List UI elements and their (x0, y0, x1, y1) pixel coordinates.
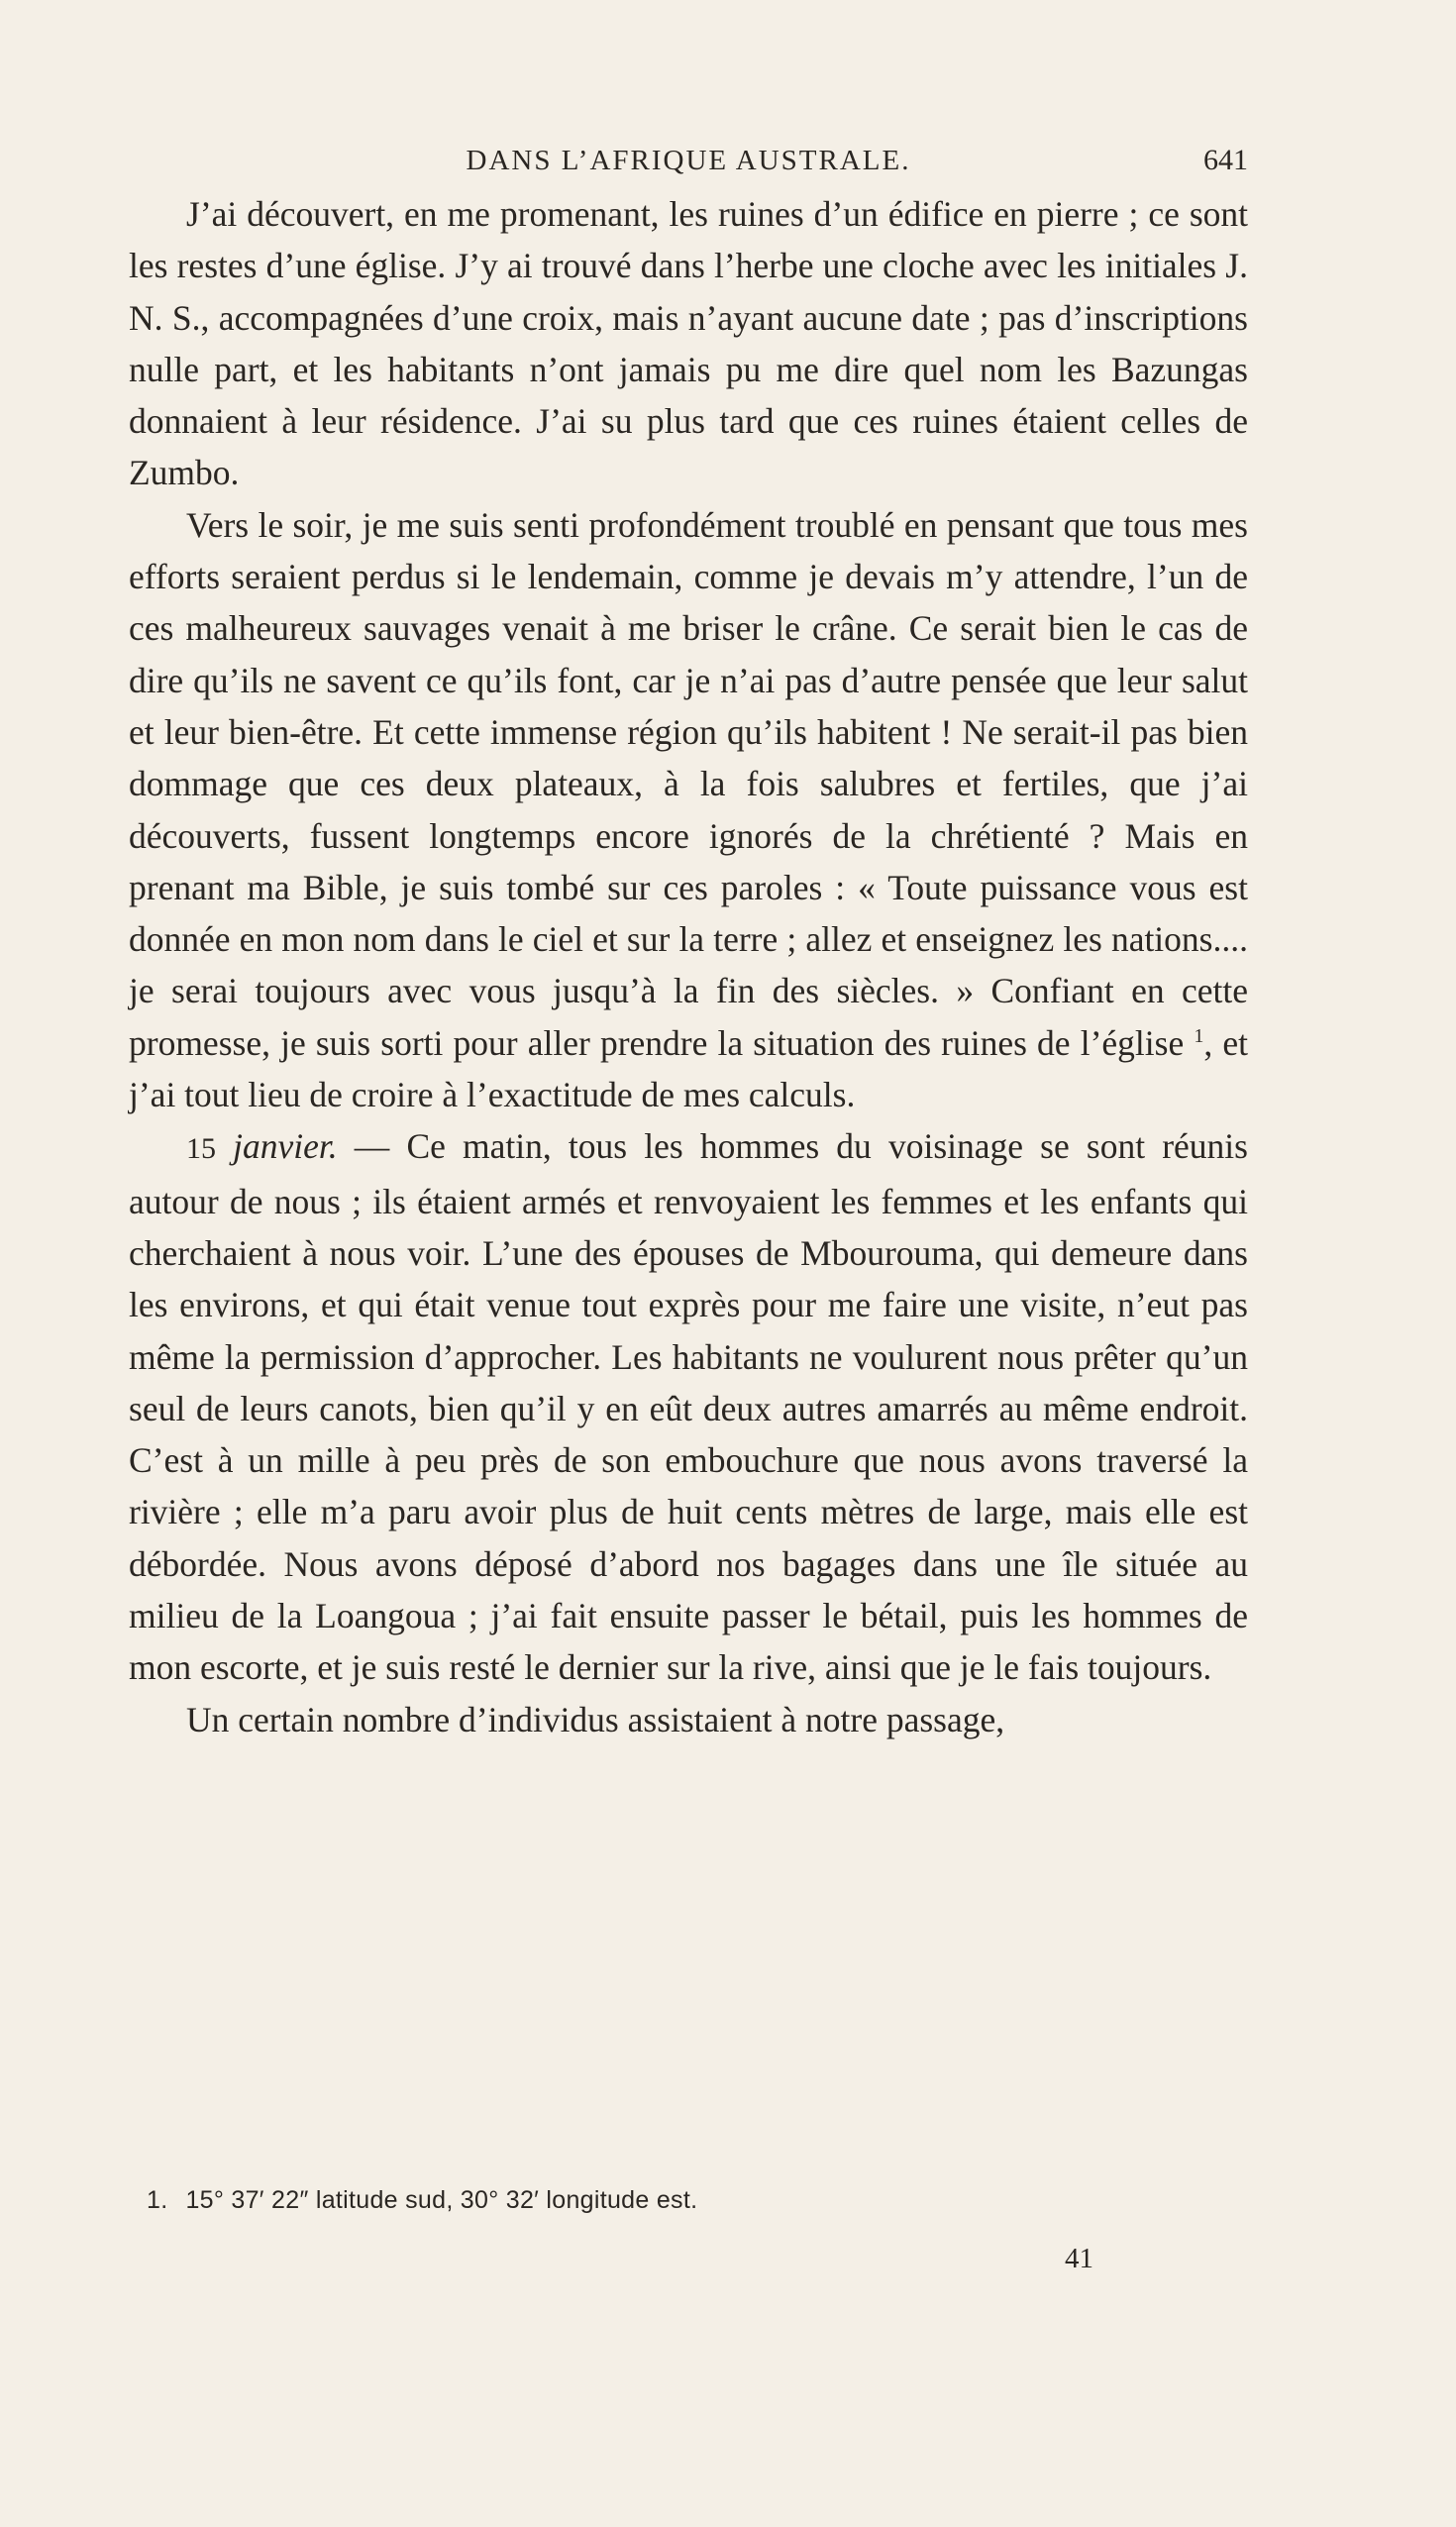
date-month: janvier. (233, 1126, 338, 1167)
paragraph-ruins: J’ai découvert, en me promenant, les ruines d’un édifice en pierre ; ce sont les restes d’une église. J’y ai trouvé dans l’herbe une cloche avec les initiales J. N. S., accompagnées d’une croix, mais n’ayant aucune date ; pas d’inscriptions nulle part, et les habitants n’ont jamais pu me dire quel nom les Bazungas donnaient à leur résidence. J’ai su plus tard que ces ruines étaient celles de Zumbo. (129, 194, 1248, 493)
paragraph-evening-end: , et j’ai tout lieu de croire à l’exactitude de mes calculs. (129, 1022, 1249, 1115)
paragraph-evening (129, 499, 1248, 1121)
running-title: DANS L’AFRIQUE AUSTRALE. (466, 145, 911, 176)
paragraph-january-text: — Ce matin, tous les hommes du voisinage se sont réunis autour de nous ; ils étaient armés et renvoyaient les femmes et les enfants qui cherchaient à nous voir. L’une des épouses de Mbourouma, qui demeure dans les environs, et qui était venue tout exprès pour me faire une visite, n’eut pas même la permission d’approcher. Les habitants ne voulurent nous prêter qu’un seul de leurs canots, bien qu’il y en eût deux autres amarrés au même endroit. C’est à un mille à peu près de son embouchure que nous avons traversé la rivière ; elle m’a paru avoir plus de huit cents mètres de large, mais elle est débordée. Nous avons déposé d’abord nos bagages dans une île située au milieu de la Loangoua ; j’ai fait ensuite passer le bétail, puis les hommes de mon escorte, et je suis resté le dernier sur la rive, ainsi que je le fais toujours. (129, 1126, 1248, 1688)
body-text (129, 188, 1248, 1745)
footnote-reference: 1 (1194, 1024, 1204, 1047)
running-head (129, 141, 1248, 180)
paragraph-crossing: Un certain nombre d’individus assistaient à notre passage, (186, 1699, 1005, 1739)
page-number: 641 (1203, 144, 1248, 176)
paragraph-evening-text: Vers le soir, je me suis senti profondément troublé en pensant que tous mes efforts seraient perdus si le lendemain, comme je devais m’y attendre, l’un de ces malheureux sauvages venait à me briser le crâne. Ce serait bien le cas de dire qu’ils ne savent ce qu’ils font, car je n’ai pas d’autre pensée que leur salut et leur bien-être. Et cette immense région qu’ils habitent ! Ne serait-il pas bien dommage que ces deux plateaux, à la fois salubres et fertiles, que j’ai découverts, fussent longtemps encore ignorés de la chrétienté ? Mais en prenant ma Bible, je suis tombé sur ces paroles : « Toute puissance vous est donnée en mon nom dans le ciel et sur la terre ; allez et enseignez les nations.... je serai toujours avec vous jusqu’à la fin des siècles. » Confiant en cette promesse, je suis sorti pour aller prendre la situation des ruines de l’église (129, 504, 1248, 1063)
date-number: 15 (186, 1132, 216, 1166)
footnote-number: 1. (147, 2186, 168, 2214)
footnote-text: 15° 37′ 22″ latitude sud, 30° 32′ longitude est. (185, 2186, 698, 2214)
paragraph-january-15 (129, 1120, 1248, 1693)
signature-mark: 41 (1065, 2243, 1093, 2274)
footnote (147, 2182, 1236, 2218)
